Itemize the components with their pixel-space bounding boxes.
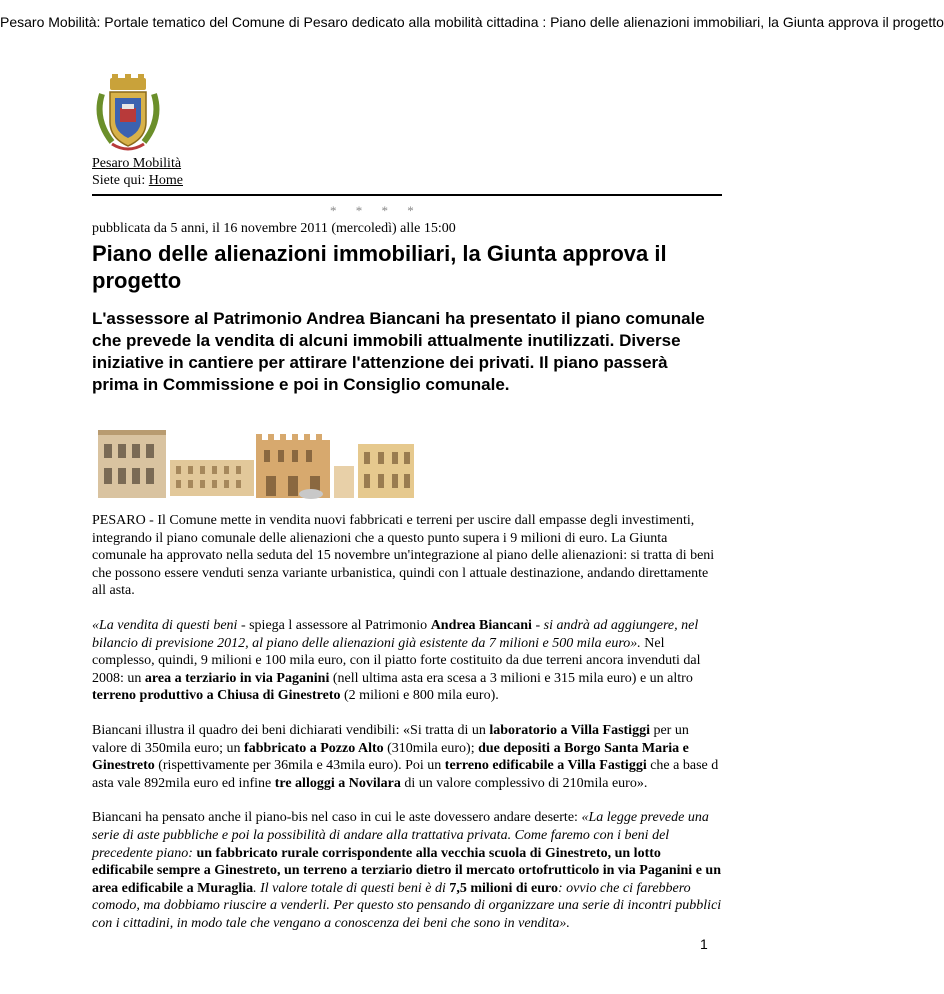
quote-text: «La legge prevede una serie di aste pubbliche e poi la possibilità di andare alla trattativa privata. Come faremo con i beni del precedente piano: [92, 810, 709, 861]
quote-text: : ovvio che ci farebbero comodo, ma dobbiamo riuscire a venderli. Per questo sto pensando di organizzare una serie di incontri pubblici con i cittadini, in modo tale che vengano a conoscenza dei beni che sono in vendita». [92, 880, 722, 931]
article-lead: L'assessore al Patrimonio Andrea Biancani ha presentato il piano comunale che prevede la vendita di alcuni immobili attualmente inutilizzati. Diverse iniziative in cantiere per attirare l'attenzione dei privati. Il piano passerà prima in Commissione e poi in Consiglio comunale. [92, 309, 705, 394]
pesaro-buildings-banner-image [96, 422, 416, 502]
bold-text: terreno produttivo a Chiusa di Ginestreto [92, 688, 341, 704]
breadcrumb [92, 173, 183, 189]
bold-text: terreno edificabile a Villa Fastiggi [444, 758, 647, 774]
bold-text: due depositi a Borgo Santa Maria e Ginestreto [92, 740, 689, 774]
paragraph-2: «La vendita di questi beni - spiega l assessore al Patrimonio Andrea Biancani - si andrà ad aggiungere, nel bilancio di previsione 2012, al piano delle alienazioni già esistente da 7 milioni e 500 mila euro». Nel complesso, quindi, 9 milioni e 100 mila euro, con il piatto forte costituito da due terreni ancora invenduti dal 2008: un area a terziario in via Paganini (nell ultima asta era scesa a 3 milioni e 315 mila euro) e un altro terreno produttivo a Chiusa di Ginestreto (2 milioni e 800 mila euro). [92, 617, 701, 704]
bold-text: Andrea Biancani [430, 617, 532, 633]
pesaro-coat-of-arms-logo [92, 74, 164, 154]
quote-text: «La vendita di questi beni [92, 617, 238, 633]
page-number: 1 [700, 936, 708, 952]
header-divider [92, 194, 722, 196]
article-title: Piano delle alienazioni immobiliari, la Giunta approva il progetto [92, 241, 667, 293]
quote-text: . Il valore totale di questi beni è di [253, 880, 450, 896]
breadcrumb-home-link[interactable]: Home [148, 173, 183, 188]
bold-text: laboratorio a Villa Fastiggi [489, 722, 650, 738]
bold-text: area a terziario in via Paganini [144, 670, 330, 686]
pesaro-mobilita-link[interactable]: Pesaro Mobilità [92, 156, 182, 171]
bold-text: 7,5 milioni di euro [449, 880, 558, 896]
page-header-title: Pesaro Mobilità: Portale tematico del Comune di Pesaro dedicato alla mobilità cittadina : Piano delle alienazioni immobiliari, la Giunta approva il progetto [0, 14, 944, 30]
bold-text: un fabbricato rurale corrispondente alla vecchia scuola di Ginestreto, un lotto edificabile sempre a Ginestreto, un terreno a terziario dietro il mercato ortofrutticolo in via Paganini e un area edificabile a Muraglia [92, 845, 721, 896]
bold-text: tre alloggi a Novilara [274, 775, 401, 791]
separator-stars: * * * * [330, 203, 422, 218]
quote-text: - si andrà ad aggiungere, nel bilancio di previsione 2012, al piano delle alienazioni già esistente da 7 milioni e 500 mila euro». [92, 617, 699, 651]
breadcrumb-prefix: Siete qui: [92, 173, 146, 188]
article-body [92, 512, 722, 949]
paragraph-3: Biancani illustra il quadro dei beni dichiarati vendibili: «Si tratta di un laboratorio a Villa Fastiggi per un valore di 350mila euro; un fabbricato a Pozzo Alto (310mila euro); due depositi a Borgo Santa Maria e Ginestreto (rispettivamente per 36mila e 43mila euro). Poi un terreno edificabile a Villa Fastiggi che a base d asta vale 892mila euro ed infine tre alloggi a Novilara di un valore complessivo di 210mila euro». [92, 722, 719, 791]
bold-text: fabbricato a Pozzo Alto [244, 740, 384, 756]
paragraph-4: Biancani ha pensato anche il piano-bis nel caso in cui le aste dovessero andare deserte: «La legge prevede una serie di aste pubbliche e poi la possibilità di andare alla trattativa privata. Come faremo con i beni del precedente piano: un fabbricato rurale corrispondente alla vecchia scuola di Ginestreto, un lotto edificabile sempre a Ginestreto, un terreno a terziario dietro il mercato ortofrutticolo in via Paganini e un area edificabile a Muraglia. Il valore totale di questi beni è di 7,5 milioni di euro: ovvio che ci farebbero comodo, ma dobbiamo riuscire a venderli. Per questo sto pensando di organizzare una serie di incontri pubblici con i cittadini, in modo tale che vengano a conoscenza dei beni che sono in vendita». [92, 810, 722, 931]
publication-meta: pubblicata da 5 anni, il 16 novembre 2011 (mercoledì) alle 15:00 [92, 221, 456, 236]
site-name-link[interactable] [92, 156, 181, 172]
paragraph-1: PESARO - Il Comune mette in vendita nuovi fabbricati e terreni per uscire dall empasse degli investimenti, integrando il piano comunale delle alienazioni che a questo punto supera i 9 milioni di euro. La Giunta comunale ha approvato nella seduta del 15 novembre un'integrazione al piano delle alienazioni: si tratta di beni che possono essere venduti senza variante urbanistica, quindi con l attuale destinazione, andando direttamente all asta. [92, 513, 715, 599]
